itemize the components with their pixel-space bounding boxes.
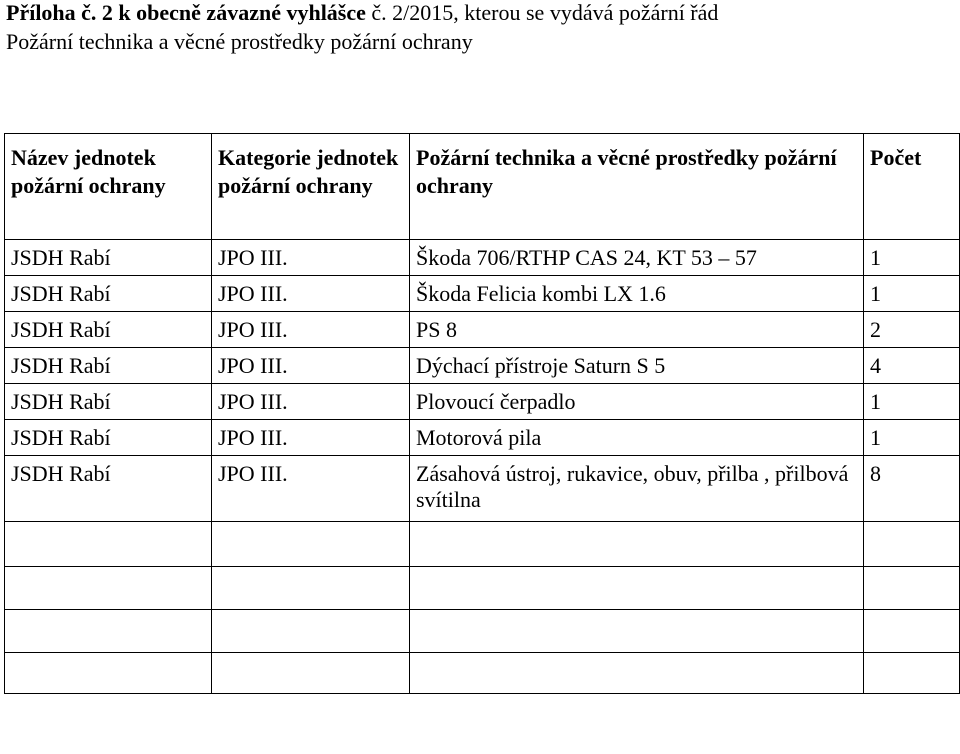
table-header-row xyxy=(5,134,960,240)
cell-equipment: Plovoucí čerpadlo xyxy=(410,384,864,420)
cell-unit-category: JPO III. xyxy=(212,420,410,456)
cell-count: 1 xyxy=(864,276,960,312)
empty-cell xyxy=(864,610,960,653)
table-row xyxy=(5,312,960,348)
annex-heading-bold: Příloha č. 2 k obecně závazné vyhlášce xyxy=(6,0,366,25)
cell-equipment: Dýchací přístroje Saturn S 5 xyxy=(410,348,864,384)
cell-equipment: Motorová pila xyxy=(410,420,864,456)
cell-unit-name: JSDH Rabí xyxy=(5,420,212,456)
empty-cell xyxy=(410,567,864,610)
cell-unit-category: JPO III. xyxy=(212,456,410,522)
table-row xyxy=(5,240,960,276)
cell-unit-category: JPO III. xyxy=(212,276,410,312)
empty-cell xyxy=(5,610,212,653)
header-equipment: Požární technika a věcné prostředky požární ochrany xyxy=(410,134,864,240)
empty-row xyxy=(5,610,960,653)
table-row xyxy=(5,348,960,384)
annex-heading-rest: č. 2/2015, kterou se vydává požární řád xyxy=(365,0,719,25)
table-row xyxy=(5,384,960,420)
empty-row xyxy=(5,653,960,694)
annex-heading xyxy=(6,0,718,26)
empty-cell xyxy=(410,522,864,567)
cell-count: 1 xyxy=(864,420,960,456)
cell-unit-category: JPO III. xyxy=(212,312,410,348)
cell-unit-name: JSDH Rabí xyxy=(5,456,212,522)
empty-row xyxy=(5,522,960,567)
fire-equipment-table xyxy=(4,133,960,694)
cell-unit-name: JSDH Rabí xyxy=(5,348,212,384)
empty-cell xyxy=(5,567,212,610)
cell-unit-name: JSDH Rabí xyxy=(5,240,212,276)
cell-unit-category: JPO III. xyxy=(212,240,410,276)
header-unit-name: Název jednotek požární ochrany xyxy=(5,134,212,240)
cell-count: 1 xyxy=(864,240,960,276)
empty-cell xyxy=(212,567,410,610)
cell-unit-name: JSDH Rabí xyxy=(5,276,212,312)
empty-cell xyxy=(212,610,410,653)
cell-count: 4 xyxy=(864,348,960,384)
cell-count: 1 xyxy=(864,384,960,420)
cell-unit-category: JPO III. xyxy=(212,348,410,384)
empty-cell xyxy=(5,653,212,694)
document-subtitle: Požární technika a věcné prostředky požární ochrany xyxy=(6,29,473,54)
empty-cell xyxy=(5,522,212,567)
header-unit-category: Kategorie jednotek požární ochrany xyxy=(212,134,410,240)
cell-equipment: Zásahová ústroj, rukavice, obuv, přilba , přilbová svítilna xyxy=(410,456,864,522)
empty-cell xyxy=(212,522,410,567)
cell-equipment: PS 8 xyxy=(410,312,864,348)
cell-unit-name: JSDH Rabí xyxy=(5,384,212,420)
table-row xyxy=(5,420,960,456)
empty-cell xyxy=(864,522,960,567)
empty-row xyxy=(5,567,960,610)
empty-cell xyxy=(410,610,864,653)
header-count: Počet xyxy=(864,134,960,240)
cell-equipment: Škoda Felicia kombi LX 1.6 xyxy=(410,276,864,312)
empty-cell xyxy=(410,653,864,694)
cell-unit-category: JPO III. xyxy=(212,384,410,420)
cell-unit-name: JSDH Rabí xyxy=(5,312,212,348)
cell-count: 8 xyxy=(864,456,960,522)
cell-equipment: Škoda 706/RTHP CAS 24, KT 53 – 57 xyxy=(410,240,864,276)
empty-cell xyxy=(212,653,410,694)
empty-cell xyxy=(864,653,960,694)
table-row xyxy=(5,456,960,522)
cell-count: 2 xyxy=(864,312,960,348)
empty-cell xyxy=(864,567,960,610)
table-row xyxy=(5,276,960,312)
